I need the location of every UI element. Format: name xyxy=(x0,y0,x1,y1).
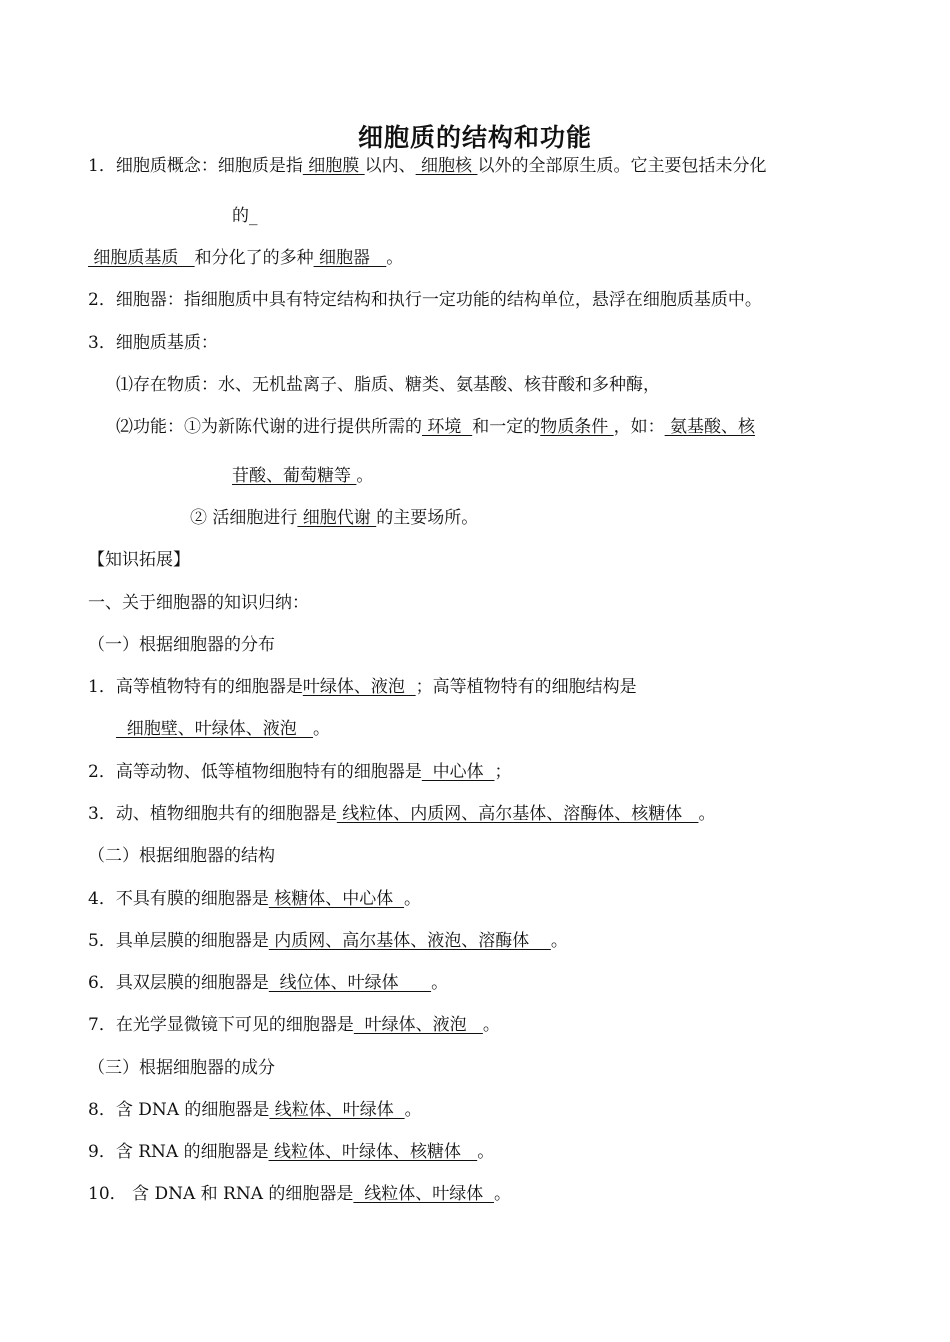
section-heading-1 xyxy=(88,591,309,615)
answer-blank: 物质条件 xyxy=(540,417,614,437)
question-7 xyxy=(88,1013,500,1037)
question-10 xyxy=(88,1182,511,1206)
text: 。 xyxy=(494,1184,512,1204)
question-1 xyxy=(88,675,637,699)
answer-blank: 细胞壁、叶绿体、液泡 xyxy=(116,719,314,739)
text: 2．高等动物、低等植物细胞特有的细胞器是 xyxy=(88,762,422,782)
text: 【知识拓展】 xyxy=(88,550,190,570)
answer-blank: 氨基酸、核 xyxy=(664,417,756,437)
answer-blank: 线粒体、叶绿体、核糖体 xyxy=(268,1142,478,1162)
subsection-heading-2 xyxy=(88,844,275,868)
question-9 xyxy=(88,1140,494,1164)
item-3-sub-3 xyxy=(190,506,478,530)
answer-blank: 线粒体、内质网、高尔基体、溶酶体、核糖体 xyxy=(336,804,699,824)
text: 5．具单层膜的细胞器是 xyxy=(88,931,269,951)
answer-blank: 细胞核 xyxy=(415,156,478,176)
answer-blank: 叶绿体、液泡 xyxy=(302,677,416,697)
answer-blank: 苷酸、葡萄糖等 xyxy=(232,466,357,486)
text: （二）根据细胞器的结构 xyxy=(88,846,275,866)
text: 。 xyxy=(477,1142,495,1162)
text: 7．在光学显微镜下可见的细胞器是 xyxy=(88,1015,354,1035)
answer-blank: 细胞代谢 xyxy=(297,508,377,528)
text: 以外的全部原生质。它主要包括未分化 xyxy=(477,156,767,176)
item-1-continuation xyxy=(232,204,258,228)
text: ，如： xyxy=(613,417,665,437)
subsection-heading-3 xyxy=(88,1056,275,1080)
text: 。 xyxy=(698,804,716,824)
item-3-sub-2-continuation xyxy=(232,464,373,488)
text: 的_ xyxy=(232,206,258,226)
answer-blank: 线粒体、叶绿体 xyxy=(269,1100,405,1120)
text: ； xyxy=(494,762,512,782)
text: 一、关于细胞器的知识归纳： xyxy=(88,593,309,613)
question-5 xyxy=(88,929,568,953)
text: 。 xyxy=(386,248,404,268)
text: （三）根据细胞器的成分 xyxy=(88,1058,275,1078)
text: （一）根据细胞器的分布 xyxy=(88,635,275,655)
answer-blank: 细胞质基质 xyxy=(88,248,195,268)
text: ② 活细胞进行 xyxy=(190,508,298,528)
text: ；高等植物特有的细胞结构是 xyxy=(415,677,637,697)
item-1-continuation-2 xyxy=(88,246,403,270)
text: 。 xyxy=(313,719,331,739)
text: 以内、 xyxy=(364,156,416,176)
text: 1．高等植物特有的细胞器是 xyxy=(88,677,303,697)
text: 。 xyxy=(482,1015,500,1035)
page-title: 细胞质的结构和功能 xyxy=(357,123,592,152)
text: 和一定的 xyxy=(472,417,541,437)
question-2 xyxy=(88,760,511,784)
question-1-continuation xyxy=(116,717,330,741)
answer-blank: 内质网、高尔基体、液泡、溶酶体 xyxy=(268,931,551,951)
text: 1．细胞质概念：细胞质是指 xyxy=(88,156,303,176)
answer-blank: 细胞膜 xyxy=(302,156,365,176)
text: 3．动、植物细胞共有的细胞器是 xyxy=(88,804,337,824)
text: 9．含 RNA 的细胞器是 xyxy=(88,1142,269,1162)
answer-blank: 细胞器 xyxy=(313,248,387,268)
item-3-line xyxy=(88,331,218,355)
item-1-line xyxy=(88,154,766,178)
answer-blank: 核糖体、中心体 xyxy=(268,889,405,909)
section-heading-knowledge xyxy=(88,548,190,572)
text: ⑴存在物质：水、无机盐离子、脂质、糖类、氨基酸、核苷酸和多种酶， xyxy=(116,375,660,395)
text: 。 xyxy=(431,973,449,993)
text: 3．细胞质基质： xyxy=(88,333,218,353)
text: 。 xyxy=(404,1100,422,1120)
question-4 xyxy=(88,887,421,911)
item-3-sub-2 xyxy=(116,415,755,439)
text: 8．含 DNA 的细胞器是 xyxy=(88,1100,270,1120)
item-3-sub-1 xyxy=(116,373,660,397)
text: 。 xyxy=(356,466,374,486)
item-2-line xyxy=(88,288,762,312)
question-8 xyxy=(88,1098,422,1122)
text: 4．不具有膜的细胞器是 xyxy=(88,889,269,909)
text: 。 xyxy=(404,889,422,909)
question-3 xyxy=(88,802,715,826)
text: 2．细胞器：指细胞质中具有特定结构和执行一定功能的结构单位，悬浮在细胞质基质中。 xyxy=(88,290,762,310)
question-6 xyxy=(88,971,448,995)
answer-blank: 线粒体、叶绿体 xyxy=(353,1184,495,1204)
answer-blank: 叶绿体、液泡 xyxy=(353,1015,483,1035)
text: 的主要场所。 xyxy=(376,508,479,528)
text: 10． 含 DNA 和 RNA 的细胞器是 xyxy=(88,1184,354,1204)
answer-blank: 中心体 xyxy=(421,762,495,782)
text: 6．具双层膜的细胞器是 xyxy=(88,973,269,993)
text: 。 xyxy=(550,931,568,951)
answer-blank: 环境 xyxy=(422,417,473,437)
text: 和分化了的多种 xyxy=(194,248,314,268)
answer-blank: 线位体、叶绿体 xyxy=(268,973,432,993)
subsection-heading-1 xyxy=(88,633,275,657)
text: ⑵功能：①为新陈代谢的进行提供所需的 xyxy=(116,417,422,437)
